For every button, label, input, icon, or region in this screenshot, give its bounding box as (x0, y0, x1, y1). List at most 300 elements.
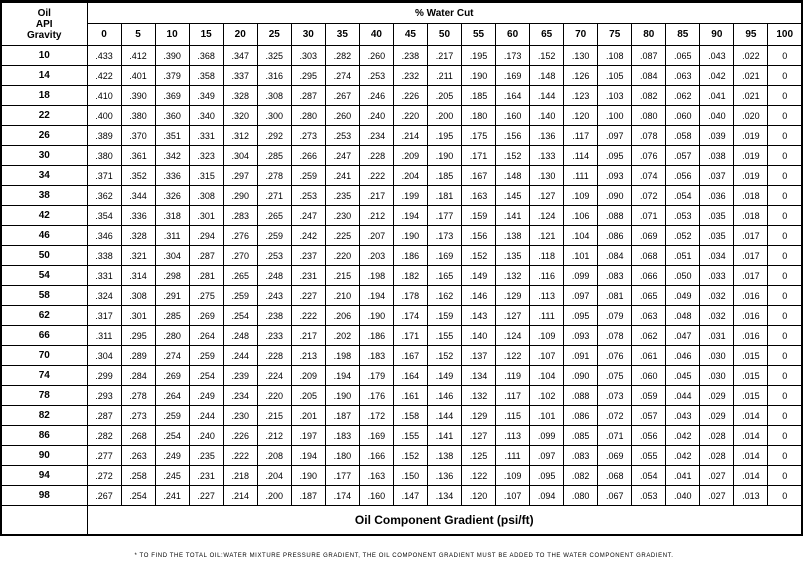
gradient-value-cell: .144 (530, 86, 564, 106)
gradient-value-cell: .360 (155, 106, 189, 126)
table-row (1, 146, 802, 166)
gradient-value-cell: .190 (359, 306, 393, 326)
gradient-value-cell: .167 (393, 346, 427, 366)
gradient-value-cell: .095 (564, 306, 598, 326)
api-gravity-cell: 86 (1, 426, 87, 446)
gradient-value-cell: .122 (462, 466, 496, 486)
gradient-value-cell: .285 (155, 306, 189, 326)
gradient-value-cell: .259 (257, 226, 291, 246)
gradient-value-cell: .108 (598, 46, 632, 66)
gradient-value-cell: .230 (325, 206, 359, 226)
gradient-value-cell: .015 (734, 346, 768, 366)
gradient-value-cell: .234 (223, 386, 257, 406)
gradient-value-cell: .036 (700, 186, 734, 206)
gradient-value-cell: .084 (598, 246, 632, 266)
gradient-value-cell: .018 (734, 206, 768, 226)
gradient-value-cell: .352 (121, 166, 155, 186)
gradient-value-cell: .016 (734, 326, 768, 346)
gradient-value-cell: .014 (734, 406, 768, 426)
api-gravity-cell: 10 (1, 46, 87, 66)
gradient-value-cell: .240 (359, 106, 393, 126)
gradient-value-cell: .220 (393, 106, 427, 126)
gradient-value-cell: .273 (291, 126, 325, 146)
gradient-value-cell: .231 (189, 466, 223, 486)
gradient-value-cell: .314 (121, 266, 155, 286)
gradient-value-cell: .289 (121, 346, 155, 366)
gradient-value-cell: .146 (427, 386, 461, 406)
gradient-value-cell: .160 (496, 106, 530, 126)
gradient-value-cell: .328 (121, 226, 155, 246)
table-row (1, 386, 802, 406)
gradient-value-cell: .163 (462, 186, 496, 206)
gradient-value-cell: .320 (223, 106, 257, 126)
gradient-value-cell: .109 (496, 466, 530, 486)
gradient-value-cell: .136 (530, 126, 564, 146)
gradient-value-cell: .194 (359, 286, 393, 306)
gradient-value-cell: .199 (393, 186, 427, 206)
gradient-value-cell: .130 (530, 166, 564, 186)
gradient-value-cell: .065 (666, 46, 700, 66)
gradient-value-cell: .035 (700, 206, 734, 226)
gradient-value-cell: .222 (291, 306, 325, 326)
gradient-value-cell: .120 (564, 106, 598, 126)
gradient-value-cell: .090 (598, 186, 632, 206)
gradient-value-cell: .141 (427, 426, 461, 446)
table-row (1, 466, 802, 486)
gradient-value-cell: .336 (121, 206, 155, 226)
gradient-value-cell: .361 (121, 146, 155, 166)
api-gravity-cell: 74 (1, 366, 87, 386)
table-row (1, 186, 802, 206)
gradient-value-cell: .140 (462, 326, 496, 346)
api-gravity-cell: 18 (1, 86, 87, 106)
gradient-value-cell: .101 (530, 406, 564, 426)
api-gravity-cell: 98 (1, 486, 87, 506)
gradient-value-cell: .321 (121, 246, 155, 266)
gradient-value-cell: .205 (291, 386, 325, 406)
gradient-value-cell: .183 (325, 426, 359, 446)
gradient-value-cell: .278 (121, 386, 155, 406)
gradient-value-cell: .052 (666, 226, 700, 246)
gradient-value-cell: .155 (427, 326, 461, 346)
gradient-value-cell: .161 (393, 386, 427, 406)
water-cut-column-header: 10 (155, 24, 189, 46)
gradient-value-cell: .063 (632, 306, 666, 326)
gradient-value-cell: .270 (223, 246, 257, 266)
gradient-value-cell: .190 (325, 386, 359, 406)
gradient-value-cell: .178 (393, 286, 427, 306)
gradient-value-cell: .269 (155, 366, 189, 386)
api-gravity-cell: 66 (1, 326, 87, 346)
gradient-value-cell: .042 (666, 446, 700, 466)
gradient-value-cell: .062 (632, 326, 666, 346)
gradient-value-cell: .241 (155, 486, 189, 506)
gradient-value-cell: .245 (155, 466, 189, 486)
gradient-value-cell: .248 (257, 266, 291, 286)
gradient-value-cell: .033 (700, 266, 734, 286)
water-cut-column-header: 5 (121, 24, 155, 46)
gradient-value-cell: .186 (393, 246, 427, 266)
table-row (1, 446, 802, 466)
gradient-value-cell: .380 (121, 106, 155, 126)
gradient-value-cell: .263 (121, 446, 155, 466)
gradient-value-cell: .053 (632, 486, 666, 506)
api-gravity-cell: 58 (1, 286, 87, 306)
api-gravity-cell: 50 (1, 246, 87, 266)
gradient-value-cell: .086 (564, 406, 598, 426)
water-cut-column-header: 30 (291, 24, 325, 46)
gradient-value-cell: .213 (291, 346, 325, 366)
gradient-value-cell: .144 (427, 406, 461, 426)
gradient-value-cell: .389 (87, 126, 121, 146)
gradient-value-cell: .121 (530, 226, 564, 246)
water-cut-column-header: 80 (632, 24, 666, 46)
gradient-value-cell: .133 (530, 146, 564, 166)
gradient-value-cell: .208 (257, 446, 291, 466)
gradient-value-cell: .095 (598, 146, 632, 166)
corner-line-oil: Oil (37, 7, 51, 19)
gradient-value-cell: .220 (257, 386, 291, 406)
gradient-value-cell: .222 (223, 446, 257, 466)
gradient-value-cell: .044 (666, 386, 700, 406)
gradient-value-cell: 0 (768, 286, 802, 306)
gradient-value-cell: .228 (257, 346, 291, 366)
table-row (1, 166, 802, 186)
gradient-value-cell: .060 (666, 106, 700, 126)
gradient-value-cell: .171 (393, 326, 427, 346)
gradient-value-cell: .258 (121, 466, 155, 486)
gradient-value-cell: 0 (768, 106, 802, 126)
footer-title: Oil Component Gradient (psi/ft) (87, 506, 802, 536)
footnote: * TO FIND THE TOTAL OIL:WATER MIXTURE PRESSURE GRADIENT, THE OIL COMPONENT GRADIENT MUST BE ADDED TO THE WATER COMPONENT GRADIENT. (134, 553, 674, 559)
water-cut-column-header: 90 (700, 24, 734, 46)
gradient-value-cell: .207 (359, 226, 393, 246)
table-row (1, 86, 802, 106)
gradient-value-cell: .019 (734, 146, 768, 166)
gradient-value-cell: .103 (598, 86, 632, 106)
gradient-value-cell: .253 (291, 186, 325, 206)
gradient-value-cell: .224 (257, 366, 291, 386)
gradient-value-cell: .215 (325, 266, 359, 286)
gradient-value-cell: .282 (87, 426, 121, 446)
gradient-value-cell: .400 (87, 106, 121, 126)
gradient-value-cell: 0 (768, 266, 802, 286)
api-gravity-cell: 46 (1, 226, 87, 246)
gradient-value-cell: .186 (359, 326, 393, 346)
gradient-value-cell: .217 (427, 46, 461, 66)
gradient-value-cell: .111 (496, 446, 530, 466)
gradient-value-cell: .057 (632, 406, 666, 426)
gradient-value-cell: 0 (768, 126, 802, 146)
gradient-value-cell: .088 (598, 206, 632, 226)
gradient-value-cell: .222 (359, 166, 393, 186)
gradient-value-cell: .264 (189, 326, 223, 346)
gradient-value-cell: .097 (530, 446, 564, 466)
gradient-value-cell: .325 (257, 46, 291, 66)
gradient-value-cell: 0 (768, 406, 802, 426)
gradient-value-cell: .135 (496, 246, 530, 266)
gradient-value-cell: .040 (700, 106, 734, 126)
gradient-value-cell: .040 (666, 486, 700, 506)
gradient-value-cell: .105 (598, 66, 632, 86)
gradient-value-cell: .043 (700, 46, 734, 66)
gradient-value-cell: .021 (734, 66, 768, 86)
gradient-value-cell: .243 (257, 286, 291, 306)
gradient-value-cell: .179 (359, 366, 393, 386)
gradient-value-cell: .237 (291, 246, 325, 266)
gradient-value-cell: .349 (189, 86, 223, 106)
gradient-value-cell: .167 (462, 166, 496, 186)
gradient-value-cell: .174 (325, 486, 359, 506)
gradient-value-cell: .124 (496, 326, 530, 346)
gradient-value-cell: .056 (666, 166, 700, 186)
gradient-value-cell: .093 (598, 166, 632, 186)
gradient-value-cell: .226 (223, 426, 257, 446)
gradient-value-cell: .203 (359, 246, 393, 266)
gradient-value-cell: 0 (768, 306, 802, 326)
gradient-value-cell: .242 (291, 226, 325, 246)
gradient-value-cell: .134 (427, 486, 461, 506)
gradient-value-cell: .254 (121, 486, 155, 506)
gradient-value-cell: .433 (87, 46, 121, 66)
gradient-value-cell: .054 (666, 186, 700, 206)
table-row (1, 366, 802, 386)
gradient-value-cell: .369 (155, 86, 189, 106)
gradient-value-cell: .304 (223, 146, 257, 166)
gradient-value-cell: .156 (462, 226, 496, 246)
gradient-value-cell: .182 (393, 266, 427, 286)
gradient-value-cell: .056 (632, 426, 666, 446)
water-cut-column-header: 0 (87, 24, 121, 46)
gradient-value-cell: .173 (427, 226, 461, 246)
gradient-value-cell: .143 (462, 306, 496, 326)
gradient-value-cell: .124 (530, 206, 564, 226)
gradient-value-cell: .295 (291, 66, 325, 86)
gradient-value-cell: .155 (393, 426, 427, 446)
gradient-value-cell: .090 (564, 366, 598, 386)
gradient-value-cell: .127 (496, 306, 530, 326)
gradient-value-cell: .032 (700, 306, 734, 326)
gradient-value-cell: .019 (734, 166, 768, 186)
water-cut-column-header: 100 (768, 24, 802, 46)
api-gravity-cell: 38 (1, 186, 87, 206)
gradient-value-cell: .284 (121, 366, 155, 386)
gradient-value-cell: .125 (462, 446, 496, 466)
gradient-value-cell: .068 (598, 466, 632, 486)
gradient-value-cell: .014 (734, 426, 768, 446)
gradient-value-cell: .287 (87, 406, 121, 426)
gradient-value-cell: .358 (189, 66, 223, 86)
gradient-value-cell: .344 (121, 186, 155, 206)
gradient-value-cell: .183 (359, 346, 393, 366)
gradient-value-cell: .272 (87, 466, 121, 486)
gradient-value-cell: .205 (427, 86, 461, 106)
gradient-value-cell: .021 (734, 86, 768, 106)
gradient-value-cell: .030 (700, 346, 734, 366)
gradient-value-cell: .248 (223, 326, 257, 346)
gradient-value-cell: .082 (632, 86, 666, 106)
gradient-value-cell: .200 (427, 106, 461, 126)
gradient-value-cell: .227 (189, 486, 223, 506)
gradient-value-cell: 0 (768, 346, 802, 366)
gradient-value-cell: .177 (325, 466, 359, 486)
gradient-value-cell: .163 (359, 466, 393, 486)
gradient-value-cell: .067 (598, 486, 632, 506)
gradient-value-cell: .204 (393, 166, 427, 186)
gradient-value-cell: .281 (189, 266, 223, 286)
gradient-value-cell: .195 (462, 46, 496, 66)
water-cut-title: % Water Cut (87, 2, 802, 24)
gradient-value-cell: .291 (155, 286, 189, 306)
water-cut-column-header: 70 (564, 24, 598, 46)
gradient-value-cell: .323 (189, 146, 223, 166)
gradient-value-cell: .240 (189, 426, 223, 446)
gradient-value-cell: 0 (768, 326, 802, 346)
gradient-value-cell: .069 (632, 226, 666, 246)
water-cut-column-header: 15 (189, 24, 223, 46)
gradient-value-cell: .079 (598, 306, 632, 326)
gradient-value-cell: .076 (598, 346, 632, 366)
water-cut-column-header: 20 (223, 24, 257, 46)
gradient-value-cell: .370 (121, 126, 155, 146)
gradient-value-cell: .058 (666, 126, 700, 146)
gradient-value-cell: .265 (257, 206, 291, 226)
gradient-value-cell: 0 (768, 66, 802, 86)
gradient-value-cell: .149 (427, 366, 461, 386)
gradient-value-cell: .117 (496, 386, 530, 406)
gradient-value-cell: .295 (121, 326, 155, 346)
gradient-value-cell: .297 (223, 166, 257, 186)
gradient-value-cell: .300 (257, 106, 291, 126)
gradient-value-cell: .316 (257, 66, 291, 86)
api-gravity-cell: 90 (1, 446, 87, 466)
table-row (1, 246, 802, 266)
gradient-value-cell: .126 (564, 66, 598, 86)
api-gravity-cell: 26 (1, 126, 87, 146)
gradient-value-cell: .059 (632, 386, 666, 406)
table-footer (1, 506, 802, 536)
gradient-value-cell: 0 (768, 226, 802, 246)
gradient-value-cell: .083 (598, 266, 632, 286)
gradient-value-cell: .201 (291, 406, 325, 426)
gradient-value-cell: .028 (700, 426, 734, 446)
gradient-value-cell: .285 (257, 146, 291, 166)
gradient-value-cell: .217 (359, 186, 393, 206)
gradient-value-cell: .015 (734, 386, 768, 406)
gradient-value-cell: .298 (155, 266, 189, 286)
gradient-value-cell: .412 (121, 46, 155, 66)
gradient-value-cell: .031 (700, 326, 734, 346)
gradient-value-cell: .027 (700, 466, 734, 486)
gradient-value-cell: .072 (598, 406, 632, 426)
gradient-value-cell: .152 (496, 146, 530, 166)
gradient-value-cell: .269 (189, 306, 223, 326)
gradient-value-cell: 0 (768, 486, 802, 506)
water-cut-title-row (1, 2, 802, 24)
gradient-value-cell: .212 (359, 206, 393, 226)
gradient-value-cell: 0 (768, 166, 802, 186)
gradient-value-cell: .037 (700, 166, 734, 186)
gradient-value-cell: .095 (530, 466, 564, 486)
gradient-value-cell: .099 (564, 266, 598, 286)
gradient-value-cell: .214 (223, 486, 257, 506)
gradient-value-cell: .308 (257, 86, 291, 106)
gradient-value-cell: .239 (223, 366, 257, 386)
gradient-value-cell: .177 (427, 206, 461, 226)
gradient-value-cell: .152 (530, 46, 564, 66)
table-row (1, 306, 802, 326)
gradient-value-cell: .136 (427, 466, 461, 486)
gradient-value-cell: .130 (564, 46, 598, 66)
gradient-value-cell: .016 (734, 306, 768, 326)
table-row (1, 426, 802, 446)
gradient-value-cell: 0 (768, 186, 802, 206)
gradient-value-cell: .013 (734, 486, 768, 506)
gradient-value-cell: .045 (666, 366, 700, 386)
gradient-value-cell: .254 (189, 366, 223, 386)
gradient-value-cell: .304 (87, 346, 121, 366)
gradient-value-cell: .326 (155, 186, 189, 206)
gradient-value-cell: .190 (462, 66, 496, 86)
table-header (1, 2, 802, 46)
gradient-value-cell: .268 (121, 426, 155, 446)
gradient-value-cell: .253 (325, 126, 359, 146)
gradient-value-cell: .097 (564, 286, 598, 306)
api-gravity-cell: 82 (1, 406, 87, 426)
gradient-value-cell: .338 (87, 246, 121, 266)
gradient-value-cell: .113 (530, 286, 564, 306)
gradient-value-cell: .230 (223, 406, 257, 426)
api-gravity-cell: 30 (1, 146, 87, 166)
gradient-value-cell: .022 (734, 46, 768, 66)
gradient-value-cell: .303 (291, 46, 325, 66)
gradient-value-cell: .241 (325, 166, 359, 186)
gradient-value-cell: .172 (359, 406, 393, 426)
gradient-value-cell: .078 (598, 326, 632, 346)
gradient-value-cell: .249 (155, 446, 189, 466)
gradient-value-cell: .115 (496, 406, 530, 426)
gradient-value-cell: .212 (257, 426, 291, 446)
gradient-value-cell: .238 (393, 46, 427, 66)
gradient-value-cell: 0 (768, 366, 802, 386)
gradient-value-cell: .019 (734, 126, 768, 146)
gradient-value-cell: .072 (632, 186, 666, 206)
gradient-value-cell: .227 (291, 286, 325, 306)
gradient-value-cell: .197 (291, 426, 325, 446)
gradient-value-cell: .190 (427, 146, 461, 166)
gradient-value-cell: .259 (223, 286, 257, 306)
gradient-value-cell: .331 (87, 266, 121, 286)
gradient-value-cell: .340 (189, 106, 223, 126)
gradient-value-cell: .071 (598, 426, 632, 446)
gradient-value-cell: .140 (530, 106, 564, 126)
gradient-value-cell: .276 (223, 226, 257, 246)
gradient-value-cell: .331 (189, 126, 223, 146)
gradient-value-cell: .156 (496, 126, 530, 146)
gradient-value-cell: .187 (291, 486, 325, 506)
gradient-value-cell: .174 (393, 306, 427, 326)
gradient-value-cell: .176 (359, 386, 393, 406)
table-row (1, 346, 802, 366)
api-gravity-cell: 14 (1, 66, 87, 86)
gradient-value-cell: .018 (734, 186, 768, 206)
gradient-value-cell: .048 (666, 306, 700, 326)
table-row (1, 126, 802, 146)
gradient-value-cell: .209 (291, 366, 325, 386)
api-gravity-cell: 54 (1, 266, 87, 286)
gradient-value-cell: .346 (87, 226, 121, 246)
gradient-value-cell: .301 (189, 206, 223, 226)
